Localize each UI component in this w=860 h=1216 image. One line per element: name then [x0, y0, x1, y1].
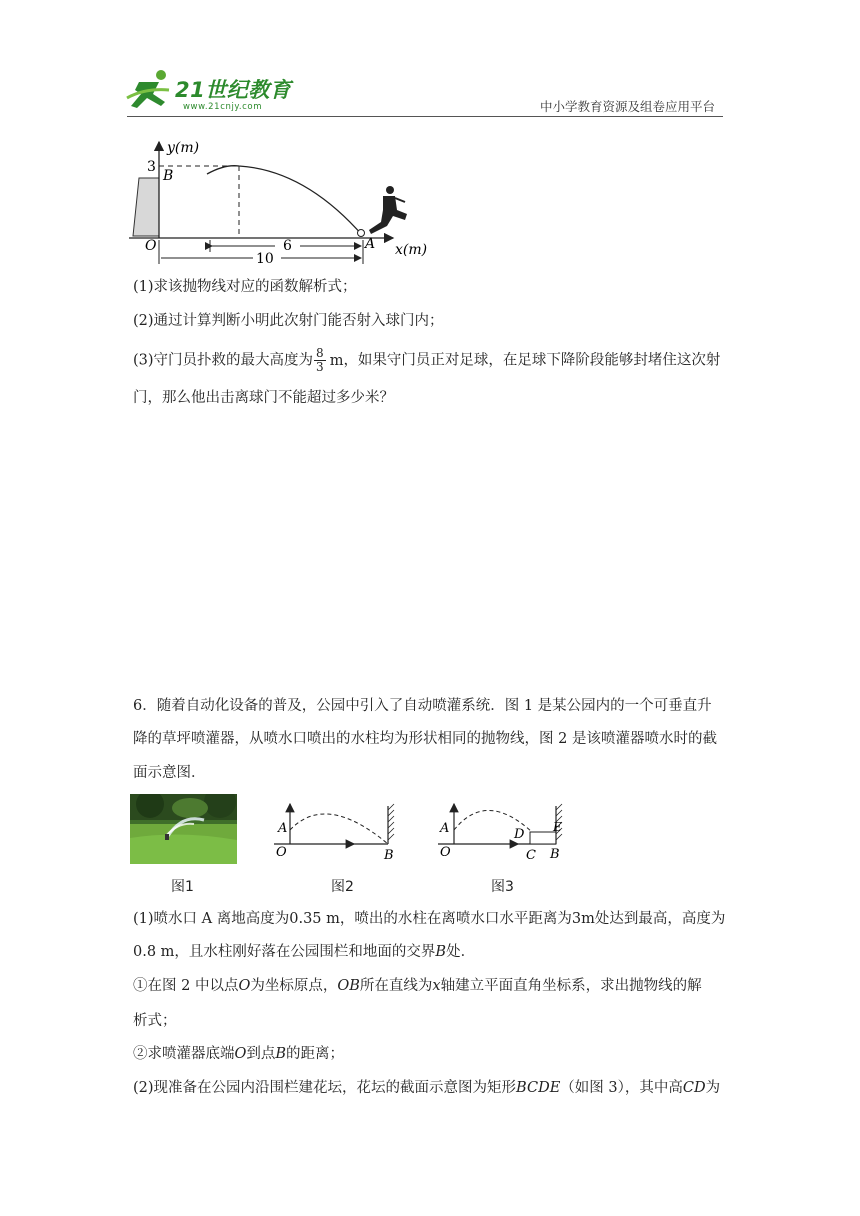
fig2-caption: 图2: [331, 879, 354, 895]
q6-intro-line3: 面示意图．: [133, 765, 206, 781]
q6-s1-line1: (1)喷水口 A 离地高度为0.35 m，喷出的水柱在离喷水口水平距离为3m处达到最高，高度为: [133, 911, 726, 927]
q6-c1-line1: ①在图 2 中以点O为坐标原点，OB所在直线为x轴建立平面直角坐标系，求出抛物线的解: [133, 978, 702, 994]
fig3-point-e: E: [553, 820, 562, 834]
runner-logo-icon: [125, 68, 177, 112]
fig2-point-b: B: [384, 848, 394, 863]
q5-part3-line1: [133, 347, 720, 374]
fig2-point-a: A: [278, 821, 288, 836]
ball-trajectory: [207, 166, 363, 236]
q5-unit: m: [329, 352, 344, 369]
fig2-origin: O: [276, 845, 287, 860]
q6-intro-line1: 6．随着自动化设备的普及，公园中引入了自动喷灌系统．图 1 是某公园内的一个可垂直升: [133, 698, 712, 714]
fig3-point-d: D: [514, 827, 525, 842]
goal-post: [133, 178, 159, 236]
q6-s1-line2: 0.8 m，且水柱刚好落在公园围栏和地面的交界B处．: [133, 944, 476, 960]
fraction-8-3: $\frac{8}{3}$: [316, 346, 324, 374]
dist-6-label: 6: [283, 238, 292, 254]
q5-part3-text-a: (3)守门员扑救的最大高度为: [133, 352, 314, 369]
dist-10-label: 10: [256, 251, 274, 267]
header-divider: [127, 116, 723, 117]
q5-part3-text-b: ，如果守门员正对足球，在足球下降阶段能够封堵住这次射: [343, 352, 721, 369]
logo-text: 21世纪教育: [175, 78, 292, 102]
fig3-point-c: C: [526, 848, 536, 863]
player-icon: [358, 186, 408, 237]
logo-url: www.21cnjy.com: [183, 102, 263, 112]
height-label: 3: [147, 159, 156, 175]
q6-s2-line: (2)现准备在公园内沿围栏建花坛，花坛的截面示意图为矩形BCDE（如图 3），其中高CD为: [133, 1080, 721, 1096]
header-logo: [125, 66, 295, 116]
figure-3-diagram: [432, 800, 572, 864]
q5-part2: (2)通过计算判断小明此次射门能否射入球门内；: [133, 313, 444, 329]
point-b-label: B: [163, 168, 174, 184]
fig3-point-b: B: [550, 847, 560, 862]
origin-label: O: [145, 238, 157, 254]
fig1-caption: 图1: [171, 879, 194, 895]
fig3-point-a: A: [440, 821, 450, 836]
q6-intro-line2: 降的草坪喷灌器，从喷水口喷出的水柱均为形状相同的抛物线，图 2 是该喷灌器喷水时的截: [133, 731, 717, 747]
q5-part3-line2: 门，那么他出击离球门不能超过多少米？: [133, 390, 394, 406]
sprinkler-photo: [130, 794, 237, 864]
fig3-caption: 图3: [491, 879, 514, 895]
platform-name: 中小学教育资源及组卷应用平台: [540, 99, 716, 114]
q5-part1: (1)求该抛物线对应的函数解析式；: [133, 279, 357, 295]
q6-c2-line: ②求喷灌器底端O到点B的距离；: [133, 1046, 345, 1062]
q6-c1-line2: 析式；: [133, 1013, 177, 1029]
x-axis-label: x(m): [395, 242, 428, 258]
figure-2-diagram: [268, 800, 408, 864]
fig3-origin: O: [440, 845, 451, 860]
y-axis-label: y(m): [167, 140, 200, 156]
point-a-label: A: [365, 236, 376, 252]
shot-trajectory-figure: [125, 136, 445, 268]
